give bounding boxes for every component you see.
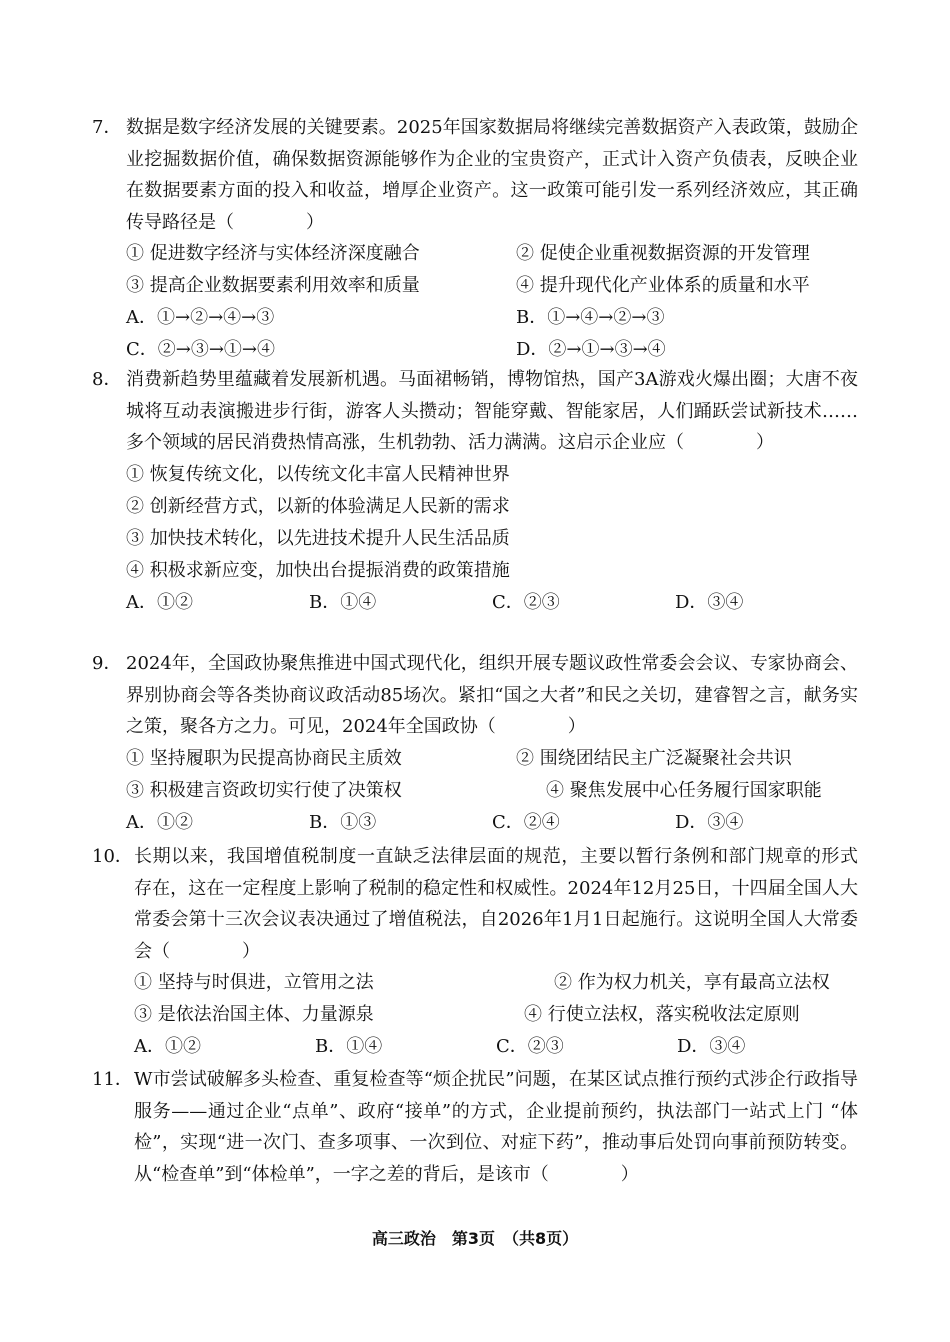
choice-c[interactable]: C．②④ [492,811,560,833]
choice-d[interactable]: D．③④ [675,811,744,833]
statement-2[interactable]: ② 作为权力机关，享有最高立法权 [554,972,830,993]
choice-b[interactable]: B．①④ [315,1036,383,1057]
page-footer: 高三政治 第3页 （共8页） [371,1229,579,1248]
statement-row [126,270,858,302]
statement-row [126,238,858,270]
statement-2[interactable]: ② 创新经营方式，以新的体验满足人民新的需求 [126,495,510,517]
statement-4[interactable]: ④ 聚焦发展中心任务履行国家职能 [546,779,822,801]
choice-d[interactable]: D．②→①→③→④ [516,339,666,360]
choice-row [126,807,858,839]
choice-b[interactable]: B．①③ [309,811,377,833]
choice-a[interactable]: A．①② [134,1036,201,1057]
statement-1[interactable]: ① 坚持履职为民提高协商民主质效 [126,747,402,769]
question-number: 9． [92,653,122,674]
statement-3[interactable]: ③ 积极建言资政切实行使了决策权 [126,779,402,801]
choice-b[interactable]: B．①→④→②→③ [516,307,665,328]
choice-b[interactable]: B．①④ [309,591,377,613]
choice-row [134,1031,858,1063]
question-number: 7． [92,117,122,138]
statement-row [126,743,858,775]
statement-3[interactable]: ③ 提高企业数据要素利用效率和质量 [126,275,420,296]
statement-4[interactable]: ④ 行使立法权，落实税收法定原则 [524,1004,800,1025]
statement-3[interactable]: ③ 是依法治国主体、力量源泉 [134,1004,374,1025]
question-number: 10． [92,846,133,867]
statement-3[interactable]: ③ 加快技术转化，以先进技术提升人民生活品质 [126,527,510,549]
choice-a[interactable]: A．①② [126,811,193,833]
choice-c[interactable]: C．②③ [492,591,560,613]
statement-row [126,775,858,807]
question-stem: 数据是数字经济发展的关键要素。2025年国家数据局将继续完善数据资产入表政策，鼓励企业挖掘数据价值，确保数据资源能够作为企业的宝贵资产，正式计入资产负债表，反映企业在数据要素方面的投入和收益，增厚企业资产。这一政策可能引发一系列经济效应，其正确传导路径是（ ） [126,117,858,233]
choice-d[interactable]: D．③④ [677,1036,746,1057]
choice-c[interactable]: C．②③ [496,1036,564,1057]
choice-d[interactable]: D．③④ [675,591,744,613]
choice-c[interactable]: C．②→③→①→④ [126,339,276,360]
choice-row [126,587,858,619]
statement-2[interactable]: ② 促使企业重视数据资源的开发管理 [516,243,810,264]
statement-row [134,967,858,999]
statement-4[interactable]: ④ 提升现代化产业体系的质量和水平 [516,275,810,296]
statement-1[interactable]: ① 恢复传统文化，以传统文化丰富人民精神世界 [126,463,510,485]
question-11 [92,1064,858,1190]
statement-row [134,999,858,1031]
question-stem: 消费新趋势里蕴藏着发展新机遇。马面裙畅销，博物馆热，国产3A游戏火爆出圈；大唐不夜城将互动表演搬进步行街，游客人头攒动；智能穿戴、智能家居，人们踊跃尝试新技术……多个领域的居民消费热情高涨，生机勃勃、活力满满。这启示企业应（ ） [126,369,858,453]
statement-row [126,459,858,491]
question-8 [92,364,858,619]
statement-1[interactable]: ① 促进数字经济与实体经济深度融合 [126,243,420,264]
question-number: 8． [92,369,122,390]
statement-row [126,555,858,587]
statement-row [126,523,858,555]
choice-row [126,334,858,366]
question-7 [92,112,858,366]
choice-a[interactable]: A．①→②→④→③ [126,307,275,328]
question-10 [92,841,858,1063]
statement-1[interactable]: ① 坚持与时俱进，立管用之法 [134,972,374,993]
question-9 [92,648,858,839]
question-stem: W市尝试破解多头检查、重复检查等“烦企扰民”问题，在某区试点推行预约式涉企行政指导服务——通过企业“点单”、政府“接单”的方式，企业提前预约，执法部门一站式上门 “体检”，实现“进一次门、查多项事、一次到位、对症下药”，推动事后处罚向事前预防转变。从“检查单”到“体检单”，一字之差的背后，是该市（ ） [134,1069,858,1185]
question-stem: 2024年，全国政协聚焦推进中国式现代化，组织开展专题议政性常委会会议、专家协商会、界别协商会等各类协商议政活动85场次。紧扣“国之大者”和民之关切，建睿智之言，献务实之策，聚各方之力。可见，2024年全国政协（ ） [126,653,858,737]
statement-row [126,491,858,523]
question-number: 11． [92,1069,133,1090]
choice-a[interactable]: A．①② [126,591,193,613]
choice-row [126,302,858,334]
statement-2[interactable]: ② 围绕团结民主广泛凝聚社会共识 [516,747,792,769]
statement-4[interactable]: ④ 积极求新应变，加快出台提振消费的政策措施 [126,559,510,581]
question-stem: 长期以来，我国增值税制度一直缺乏法律层面的规范，主要以暂行条例和部门规章的形式 存在，这在一定程度上影响了税制的稳定性和权威性。2024年12月25日，十四届全国人大常委会第十三次会议表决通过了增值税法，自2026年1月1日起施行。这说明全国人大常委会（ ） [134,846,858,962]
